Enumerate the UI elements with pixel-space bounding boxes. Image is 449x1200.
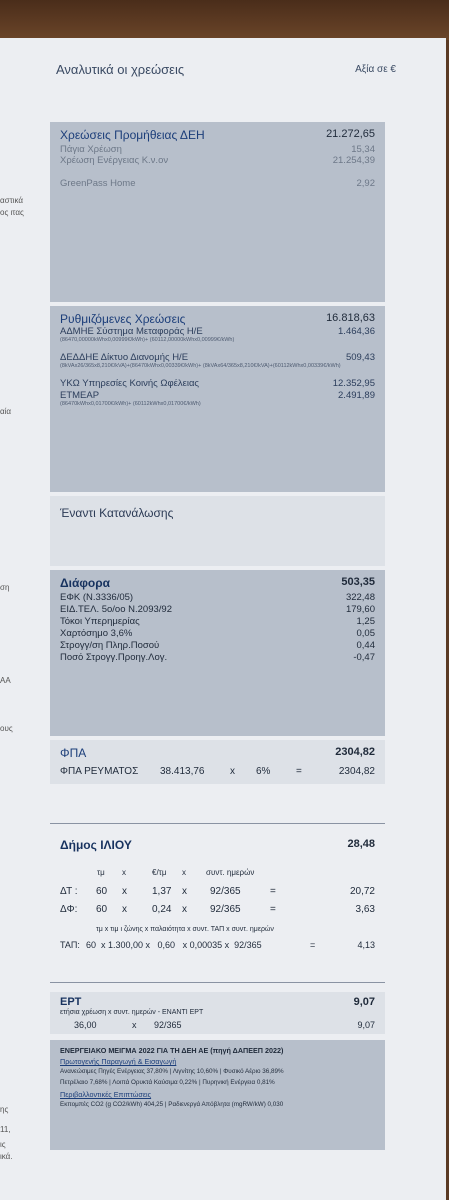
supply-charges-block bbox=[50, 122, 385, 302]
misc-charges-block bbox=[50, 570, 385, 736]
left-fragment: ση bbox=[0, 583, 10, 592]
misc-item: Χαρτόσημο 3,6% 0,05 bbox=[60, 628, 375, 639]
supply-total: 21.272,65 bbox=[326, 128, 375, 140]
municipality-block bbox=[50, 830, 385, 980]
consumption-title: Έναντι Κατανάλωσης bbox=[60, 506, 174, 520]
left-fragment: ους bbox=[0, 724, 13, 733]
regulated-charges-block bbox=[50, 306, 385, 492]
left-fragment: αστικά bbox=[0, 196, 24, 205]
left-fragment: ος ιτας bbox=[0, 208, 24, 217]
divider bbox=[50, 823, 385, 824]
tap-row: ΤΑΠ: 60 x 1.300,00 x 0,60 x 0,00035 x 92/365 = 4,13 bbox=[60, 940, 375, 950]
regulated-detail: (86470,00000kWhx0,00999€/kWh)+ (60112,00000kWhx0,00999€/kWh) bbox=[60, 337, 235, 343]
municipality-row: ΔΤ : 60 x 1,37 x 92/365 = 20,72 bbox=[60, 886, 375, 897]
ert-row: 36,00 x 92/365 9,07 bbox=[74, 1020, 375, 1030]
misc-item: Τόκοι Υπερημερίας 1,25 bbox=[60, 616, 375, 627]
regulated-total: 16.818,63 bbox=[326, 312, 375, 324]
vat-total: 2304,82 bbox=[335, 746, 375, 758]
energy-mix-primary-title: Πρωτογενής Παραγωγή & Εισαγωγή bbox=[60, 1057, 177, 1066]
wood-background bbox=[0, 0, 449, 40]
misc-item: ΕΦΚ (Ν.3336/05) 322,48 bbox=[60, 592, 375, 603]
municipality-total: 28,48 bbox=[347, 838, 375, 850]
energy-mix-env-title: Περιβαλλοντικές Επιπτώσεις bbox=[60, 1090, 152, 1099]
ert-block bbox=[50, 992, 385, 1034]
municipality-row: ΔΦ: 60 x 0,24 x 92/365 = 3,63 bbox=[60, 904, 375, 915]
vat-block bbox=[50, 740, 385, 784]
supply-item: GreenPass Home 2,92 bbox=[60, 178, 375, 189]
left-fragment: αία bbox=[0, 407, 12, 416]
regulated-detail: (86470kWhx0,01700€/kWh)+ (60112kWhx0,01700€/kWh) bbox=[60, 401, 201, 407]
misc-header bbox=[60, 576, 375, 590]
left-fragment: ικά. bbox=[0, 1152, 13, 1161]
misc-item: ΕΙΔ.ΤΕΛ. 5ο/οο Ν.2093/92 179,60 bbox=[60, 604, 375, 615]
left-fragment: ις bbox=[0, 1140, 6, 1149]
supply-title: Χρεώσεις Προμήθειας ΔΕΗ bbox=[60, 128, 205, 142]
regulated-title: Ρυθμιζόμενες Χρεώσεις bbox=[60, 312, 186, 326]
misc-total: 503,35 bbox=[341, 576, 375, 588]
ert-header bbox=[60, 996, 375, 1008]
supply-item: Πάγια Χρέωση 15,34 bbox=[60, 144, 375, 155]
left-fragment: ΑΑ bbox=[0, 676, 11, 685]
charges-header bbox=[56, 62, 396, 77]
vat-title: ΦΠΑ bbox=[60, 746, 87, 760]
regulated-detail: (8kVAx26/365x8,210€/kVA)+(86470kWhx0,00339€/kWh)+ (8kVAx64/365x8,210€/kVA)+(60112kWhx0,00339€/kWh) bbox=[60, 363, 341, 369]
misc-item: Στρογγ/ση Πληρ.Ποσού 0,44 bbox=[60, 640, 375, 651]
regulated-item: ΔΕΔΔΗΕ Δίκτυο Διανομής Η/Ε 509,43 bbox=[60, 352, 375, 363]
supply-header bbox=[60, 128, 375, 142]
supply-item: Χρέωση Ενέργειας Κ.ν.ον 21.254,39 bbox=[60, 155, 375, 166]
value-unit-label: Αξία σε € bbox=[355, 64, 396, 75]
energy-mix-line: Πετρέλαιο 7,68% | Λοιπά Ορυκτά Καύσιμα 0,22% | Πυρηνική Ενέργεια 0,81% bbox=[60, 1079, 275, 1086]
regulated-header bbox=[60, 312, 375, 326]
energy-mix-line: Εκπομπές CO2 (g CO2/kWh) 404,25 | Ραδιενεργά Απόβλητα (mgRW/kW) 0,030 bbox=[60, 1101, 284, 1108]
municipality-header bbox=[60, 838, 375, 852]
ert-columns: ετήσια χρέωση x συντ. ημερών - ΕΝΑΝΤΙ ΕΡΤ bbox=[60, 1009, 204, 1016]
left-fragment: ης bbox=[0, 1105, 9, 1114]
ert-total: 9,07 bbox=[353, 996, 375, 1008]
municipality-title: Δήμος ΙΛΙΟΥ bbox=[60, 838, 132, 852]
energy-mix-title: ΕΝΕΡΓΕΙΑΚΟ ΜΕΙΓΜΑ 2022 ΓΙΑ ΤΗ ΔΕΗ ΑΕ (πηγή ΔΑΠΕΕΠ 2022) bbox=[60, 1046, 284, 1055]
municipality-columns: τμ x €/τμ x συντ. ημερών bbox=[97, 868, 255, 877]
vat-header bbox=[60, 746, 375, 760]
regulated-item: ΑΔΜΗΕ Σύστημα Μεταφοράς Η/Ε 1.464,36 bbox=[60, 326, 375, 337]
misc-item: Ποσό Στρογγ.Προηγ.Λογ. -0,47 bbox=[60, 652, 375, 663]
divider bbox=[50, 982, 385, 983]
misc-title: Διάφορα bbox=[60, 576, 111, 590]
energy-mix-line: Ανανεώσιμες Πηγές Ενέργειας 37,80% | Λιγνίτης 10,60% | Φυσικό Αέριο 36,89% bbox=[60, 1068, 284, 1075]
energy-mix-block bbox=[50, 1040, 385, 1150]
ert-title: ΕΡΤ bbox=[60, 996, 82, 1008]
regulated-item: ΥΚΩ Υπηρεσίες Κοινής Ωφέλειας 12.352,95 bbox=[60, 378, 375, 389]
vat-line: ΦΠΑ ΡΕΥΜΑΤΟΣ 38.413,76 x 6% = 2304,82 bbox=[60, 766, 375, 777]
tap-columns: τμ x τιμ ι ζώνης x παλαιότητα x συντ. ΤΑΠ x συντ. ημερών bbox=[96, 926, 274, 933]
page-title: Αναλυτικά οι χρεώσεις bbox=[56, 62, 185, 77]
consumption-block bbox=[50, 496, 385, 566]
left-fragment: 11, bbox=[0, 1125, 11, 1134]
regulated-item: ΕΤΜΕΑΡ 2.491,89 bbox=[60, 390, 375, 401]
